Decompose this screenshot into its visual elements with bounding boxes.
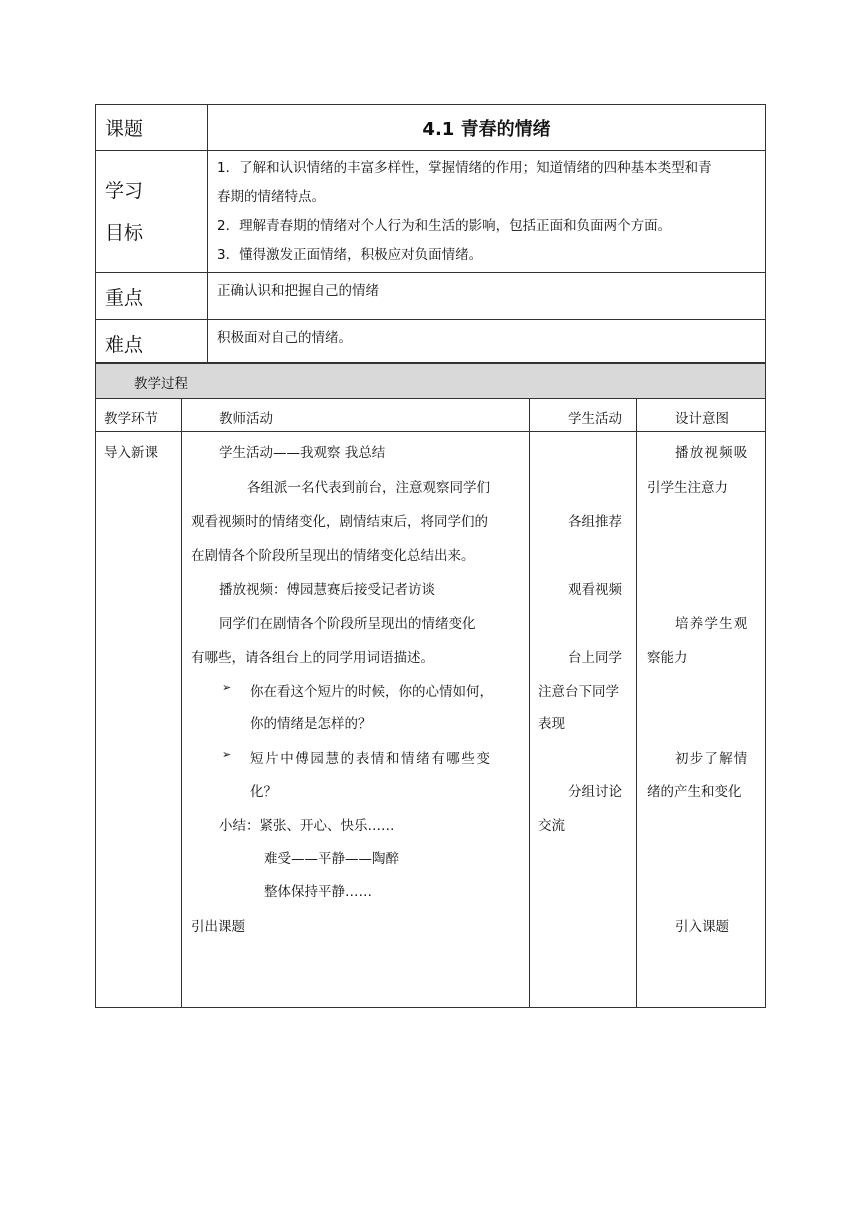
student-activity-line: 交流	[538, 818, 565, 834]
lead-in-line: 引出课题	[191, 919, 245, 935]
summary-line: 整体保持平静……	[264, 884, 372, 900]
header-table	[95, 104, 766, 367]
teacher-line: 观看视频时的情绪变化，剧情结束后，将同学们的	[191, 514, 488, 530]
teacher-line: 在剧情各个阶段所呈现出的情绪变化总结出来。	[191, 548, 475, 564]
intent-line: 察能力	[647, 650, 688, 666]
intent-line: 引入课题	[675, 919, 729, 935]
teacher-line: 学生活动——我观察 我总结	[219, 445, 386, 461]
col-divider-1	[181, 398, 182, 1008]
teacher-line: 播放视频：傅园慧赛后接受记者访谈	[219, 582, 435, 598]
intent-line: 初步了解情	[675, 751, 749, 767]
lesson-title: 4.1 青春的情绪	[208, 105, 766, 151]
student-activity-line: 注意台下同学	[538, 684, 619, 700]
border-right	[765, 398, 766, 1008]
objective-line: 春期的情绪特点。	[217, 188, 325, 205]
process-heading-bar	[95, 362, 766, 399]
intent-line: 绪的产生和变化	[647, 784, 742, 800]
key-text: 正确认识和把握自己的情绪	[208, 273, 766, 320]
header-row-divider	[95, 431, 766, 432]
objectives-label	[96, 151, 208, 273]
bullet-arrow-icon: ➢	[222, 748, 232, 761]
summary-line: 小结：紧张、开心、快乐……	[219, 818, 395, 834]
student-activity-line: 台上同学	[568, 650, 622, 666]
topic-label: 课题	[96, 105, 208, 151]
stage-cell: 导入新课	[104, 445, 158, 461]
difficult-text: 积极面对自己的情绪。	[208, 320, 766, 367]
student-activity-line: 观看视频	[568, 582, 622, 598]
objective-line: 2．理解青春期的情绪对个人行为和生活的影响，包括正面和负面两个方面。	[217, 217, 672, 234]
process-heading: 教学过程	[134, 376, 188, 392]
teacher-line: 各组派一名代表到前台，注意观察同学们	[247, 480, 490, 496]
teacher-bullet-line: 短片中傅园慧的表情和情绪有哪些变	[250, 751, 492, 767]
border-left	[95, 398, 96, 1008]
summary-line: 难受——平静——陶醉	[264, 851, 399, 867]
objective-line: 1．了解和认识情绪的丰富多样性，掌握情绪的作用；知道情绪的四种基本类型和青	[217, 159, 712, 176]
intent-line: 播放视频吸	[675, 445, 749, 461]
teacher-bullet-line: 化？	[250, 784, 277, 800]
teacher-bullet-line: 你在看这个短片的时候，你的心情如何，	[250, 684, 493, 700]
key-label: 重点	[96, 273, 208, 320]
col-divider-2	[529, 398, 530, 1008]
process-table	[95, 398, 766, 1008]
bullet-arrow-icon: ➢	[222, 681, 232, 694]
teacher-bullet-line: 你的情绪是怎样的？	[250, 716, 372, 732]
student-activity-line: 分组讨论	[568, 784, 622, 800]
col-header-stage: 教学环节	[104, 411, 158, 427]
objective-line: 3．懂得激发正面情绪，积极应对负面情绪。	[217, 246, 483, 263]
col-header-student: 学生活动	[568, 411, 622, 427]
teacher-line: 同学们在剧情各个阶段所呈现出的情绪变化	[219, 616, 476, 632]
col-header-intent: 设计意图	[675, 411, 729, 427]
border-bottom	[95, 1007, 766, 1008]
intent-line: 引学生注意力	[647, 480, 728, 496]
col-header-teacher: 教师活动	[219, 411, 273, 427]
col-divider-3	[636, 398, 637, 1008]
objectives-label-line1: 学习	[105, 179, 144, 202]
student-activity-line: 表现	[538, 716, 565, 732]
difficult-label: 难点	[96, 320, 208, 367]
objectives-label-line2: 目标	[105, 221, 144, 244]
teacher-line: 有哪些，请各组台上的同学用词语描述。	[191, 650, 434, 666]
student-activity-line: 各组推荐	[568, 514, 622, 530]
objectives-cell	[208, 151, 766, 273]
intent-line: 培养学生观	[675, 616, 749, 632]
